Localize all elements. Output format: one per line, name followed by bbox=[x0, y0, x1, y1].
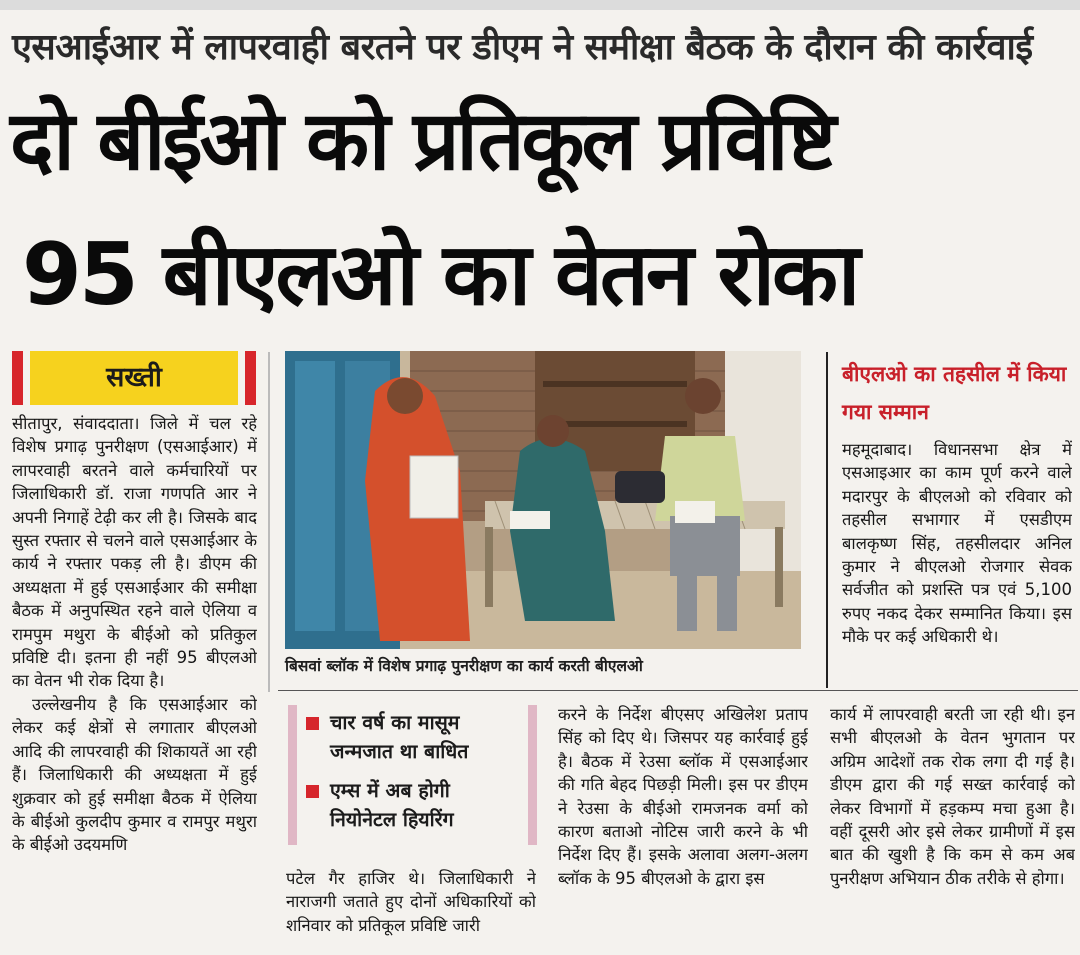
inset-item-1[interactable]: चार वर्ष का मासूम जन्मजात था बाधित bbox=[330, 711, 469, 763]
bullet-icon bbox=[306, 717, 319, 730]
badge-label: सख्ती bbox=[30, 351, 238, 405]
article-para-1: सीतापुर, संवाददाता। जिले में चल रहे विशेष प्रगाढ़ पुनरीक्षण (एसआईआर) में लापरवाही बरतने वाले कर्मचारियों पर जिलाधिकारी डॉ. राजा गणपति आर ने अपनी निगाहें टेढ़ी कर ली है। जिसके बाद सुस्त रफ्तार से चलने वाले एसआईआर के कार्य ने रफ्तार पकड़ ली है। डीएम की अध्यक्षता में हुई एसआईआर की समीक्षा बैठक में अनुपस्थित रहने वाले ऐलिया व रामपुम मथुरा के बीईओ को प्रतिकुल प्रविष्टि दी। इतना ही नहीं 95 बीएलओ का वेतन भी रोक दिया है। bbox=[12, 414, 257, 691]
side-story-title: बीएलओ का तहसील में किया गया सम्मान bbox=[842, 362, 1067, 424]
article-column-3: करने के निर्देश बीएसए अखिलेश प्रताप सिंह को दिए थे। जिसपर यह कार्रवाई हुई है। बैठक में रेउसा ब्लॉक में एसआईआर की गति बेहद पिछड़ी मिली। इस पर डीएम ने रेउसा के बीईओ रामजनक वर्मा को कारण बताओ नोटिस जारी करने के भी निर्देश दिए हैं। इसके अलावा अलग-अलग ब्लॉक के 95 बीएलओ के द्वारा इस bbox=[558, 705, 808, 888]
article-para-2: उल्लेखनीय है कि एसआईआर को लेकर कई क्षेत्रों से लगातार बीएलओ आदि की लापरवाही की शिकायतें आ रही हैं। जिलाधिकारी की अध्यक्षता में हुई शुक्रवार को हुई समीक्षा बैठक में ऐलिया के बीईओ कुलदीप कुमार व रामपुर मथुरा के बीईओ उदयमणि bbox=[12, 694, 257, 855]
inset-item-2[interactable]: एम्स में अब होगी नियोनेटल हियरिंग bbox=[330, 779, 454, 831]
news-photo bbox=[285, 351, 801, 649]
column-rule bbox=[268, 352, 270, 692]
section-badge bbox=[12, 351, 256, 405]
badge-right-bar bbox=[245, 351, 256, 405]
badge-left-bar bbox=[12, 351, 23, 405]
headline-line-1: दो बीईओ को प्रतिकूल प्रविष्टि bbox=[10, 94, 834, 189]
article-column-2: पटेल गैर हाजिर थे। जिलाधिकारी ने नाराजगी जताते हुए दोनों अधिकारियों को शनिवार को प्रतिकूल प्रविष्टि जारी bbox=[286, 869, 536, 935]
inset-box-right-bar bbox=[528, 705, 537, 845]
column-rule bbox=[826, 352, 828, 688]
top-strip bbox=[0, 0, 1080, 10]
bullet-icon bbox=[306, 785, 319, 798]
inset-box-left-bar bbox=[288, 705, 297, 845]
article-column-4: कार्य में लापरवाही बरती जा रही थी। इन सभी बीएलओ के वेतन भुगतान पर अग्रिम आदेशों तक रोक लगा दी गई है। डीएम द्वारा की गई सख्त कार्रवाई को लेकर विभागों में हड़कम्प मचा हुआ है। वहीं दूसरी ओर इसे लेकर ग्रामीणों में इस बात की खुशी है कि कम से कम अब पुनरीक्षण अभियान ठीक तरीके से होगा। bbox=[830, 705, 1075, 888]
photo-caption: बिसवां ब्लॉक में विशेष प्रगाढ़ पुनरीक्षण का कार्य करती बीएलओ bbox=[285, 657, 643, 675]
article-column-1 bbox=[12, 412, 257, 947]
side-story-body: महमूदाबाद। विधानसभा क्षेत्र में एसआइआर का काम पूर्ण करने वाले मदारपुर के बीएलओ को रविवार को तहसील सभागार में एसडीएम बालकृष्ण सिंह, तहसीलदार अनिल कुमार ने बीएलओ रोजगार सेवक सर्वजीत को प्रशस्ति पत्र एवं 5,100 रुपए नकद देकर सम्मानित किया। इस मौके पर कई अधिकारी थे। bbox=[842, 440, 1072, 647]
photo-illustration bbox=[285, 351, 801, 649]
inset-box bbox=[306, 708, 524, 844]
section-divider bbox=[278, 690, 1078, 691]
headline-line-2: 95 बीएलओ का वेतन रोका bbox=[22, 225, 858, 325]
kicker-line: एसआईआर में लापरवाही बरतने पर डीएम ने समीक्षा बैठक के दौरान की कार्रवाई bbox=[12, 27, 1033, 68]
